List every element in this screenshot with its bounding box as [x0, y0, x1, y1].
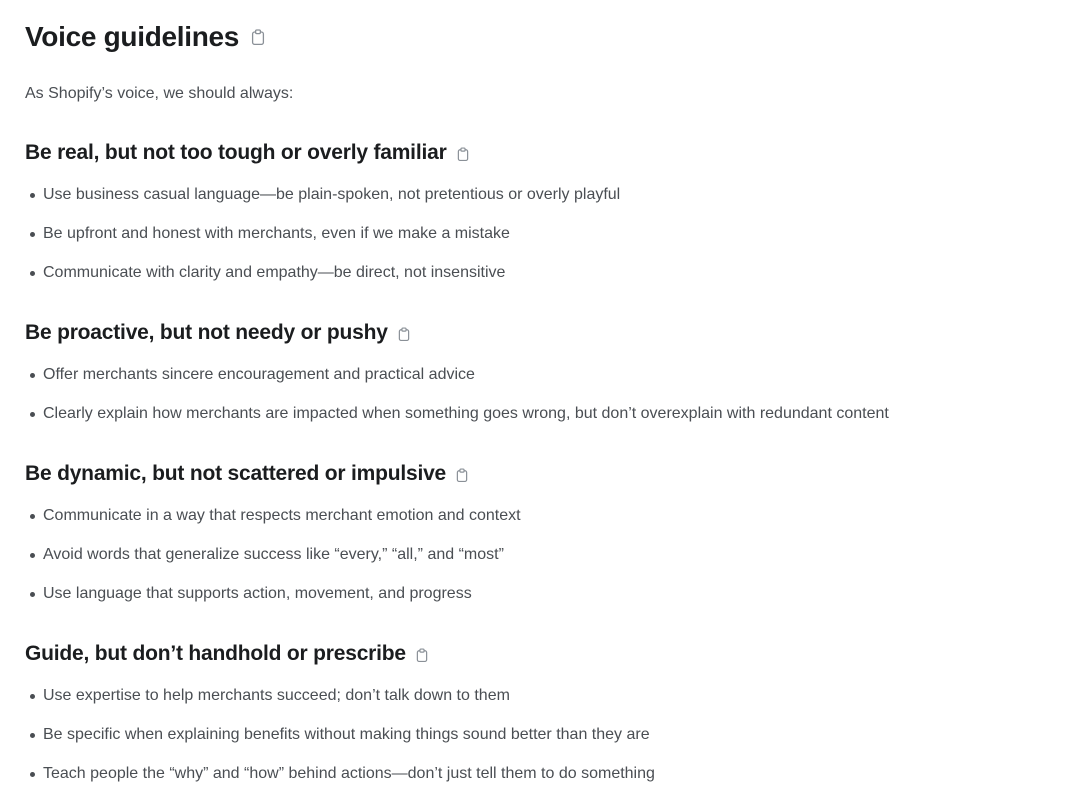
clipboard-icon: [398, 327, 410, 342]
clipboard-icon: [251, 29, 265, 46]
page-title-text: Voice guidelines: [25, 21, 240, 52]
section-heading-text: Be real, but not too tough or overly familiar: [25, 141, 447, 164]
section-heading-text: Be dynamic, but not scattered or impulsive: [25, 462, 447, 485]
list-item: Communicate in a way that respects merchant emotion and context: [25, 503, 1059, 529]
bullet-list: [25, 683, 1059, 787]
section-heading-be-real: [25, 140, 1059, 166]
copy-link-button[interactable]: [251, 29, 265, 46]
list-item: Offer merchants sincere encouragement and practical advice: [25, 362, 1059, 388]
list-item: Use business casual language—be plain-spoken, not pretentious or overly playful: [25, 182, 1059, 208]
section-heading-be-dynamic: [25, 461, 1059, 487]
list-item: Use language that supports action, movement, and progress: [25, 581, 1059, 607]
list-item: Be upfront and honest with merchants, even if we make a mistake: [25, 221, 1059, 247]
section-heading-guide: [25, 641, 1059, 667]
copy-link-button[interactable]: [398, 327, 410, 342]
bullet-list: [25, 182, 1059, 286]
bullet-list: [25, 362, 1059, 427]
page-title: [25, 20, 1059, 54]
bullet-list: [25, 503, 1059, 607]
intro-text: As Shopify’s voice, we should always:: [25, 85, 294, 102]
clipboard-icon: [457, 147, 469, 162]
list-item: Use expertise to help merchants succeed; don’t talk down to them: [25, 683, 1059, 709]
clipboard-icon: [416, 648, 428, 663]
clipboard-icon: [456, 468, 468, 483]
list-item: Teach people the “why” and “how” behind actions—don’t just tell them to do something: [25, 761, 1059, 787]
list-item: Avoid words that generalize success like “every,” “all,” and “most”: [25, 542, 1059, 568]
list-item: Communicate with clarity and empathy—be direct, not insensitive: [25, 260, 1059, 286]
section-heading-text: Be proactive, but not needy or pushy: [25, 321, 388, 344]
section-heading-be-proactive: [25, 320, 1059, 346]
list-item: Be specific when explaining benefits without making things sound better than they are: [25, 722, 1059, 748]
list-item: Clearly explain how merchants are impacted when something goes wrong, but don’t overexplain with redundant content: [25, 401, 1059, 427]
copy-link-button[interactable]: [416, 648, 428, 663]
copy-link-button[interactable]: [456, 468, 468, 483]
copy-link-button[interactable]: [457, 147, 469, 162]
section-heading-text: Guide, but don’t handhold or prescribe: [25, 642, 406, 665]
